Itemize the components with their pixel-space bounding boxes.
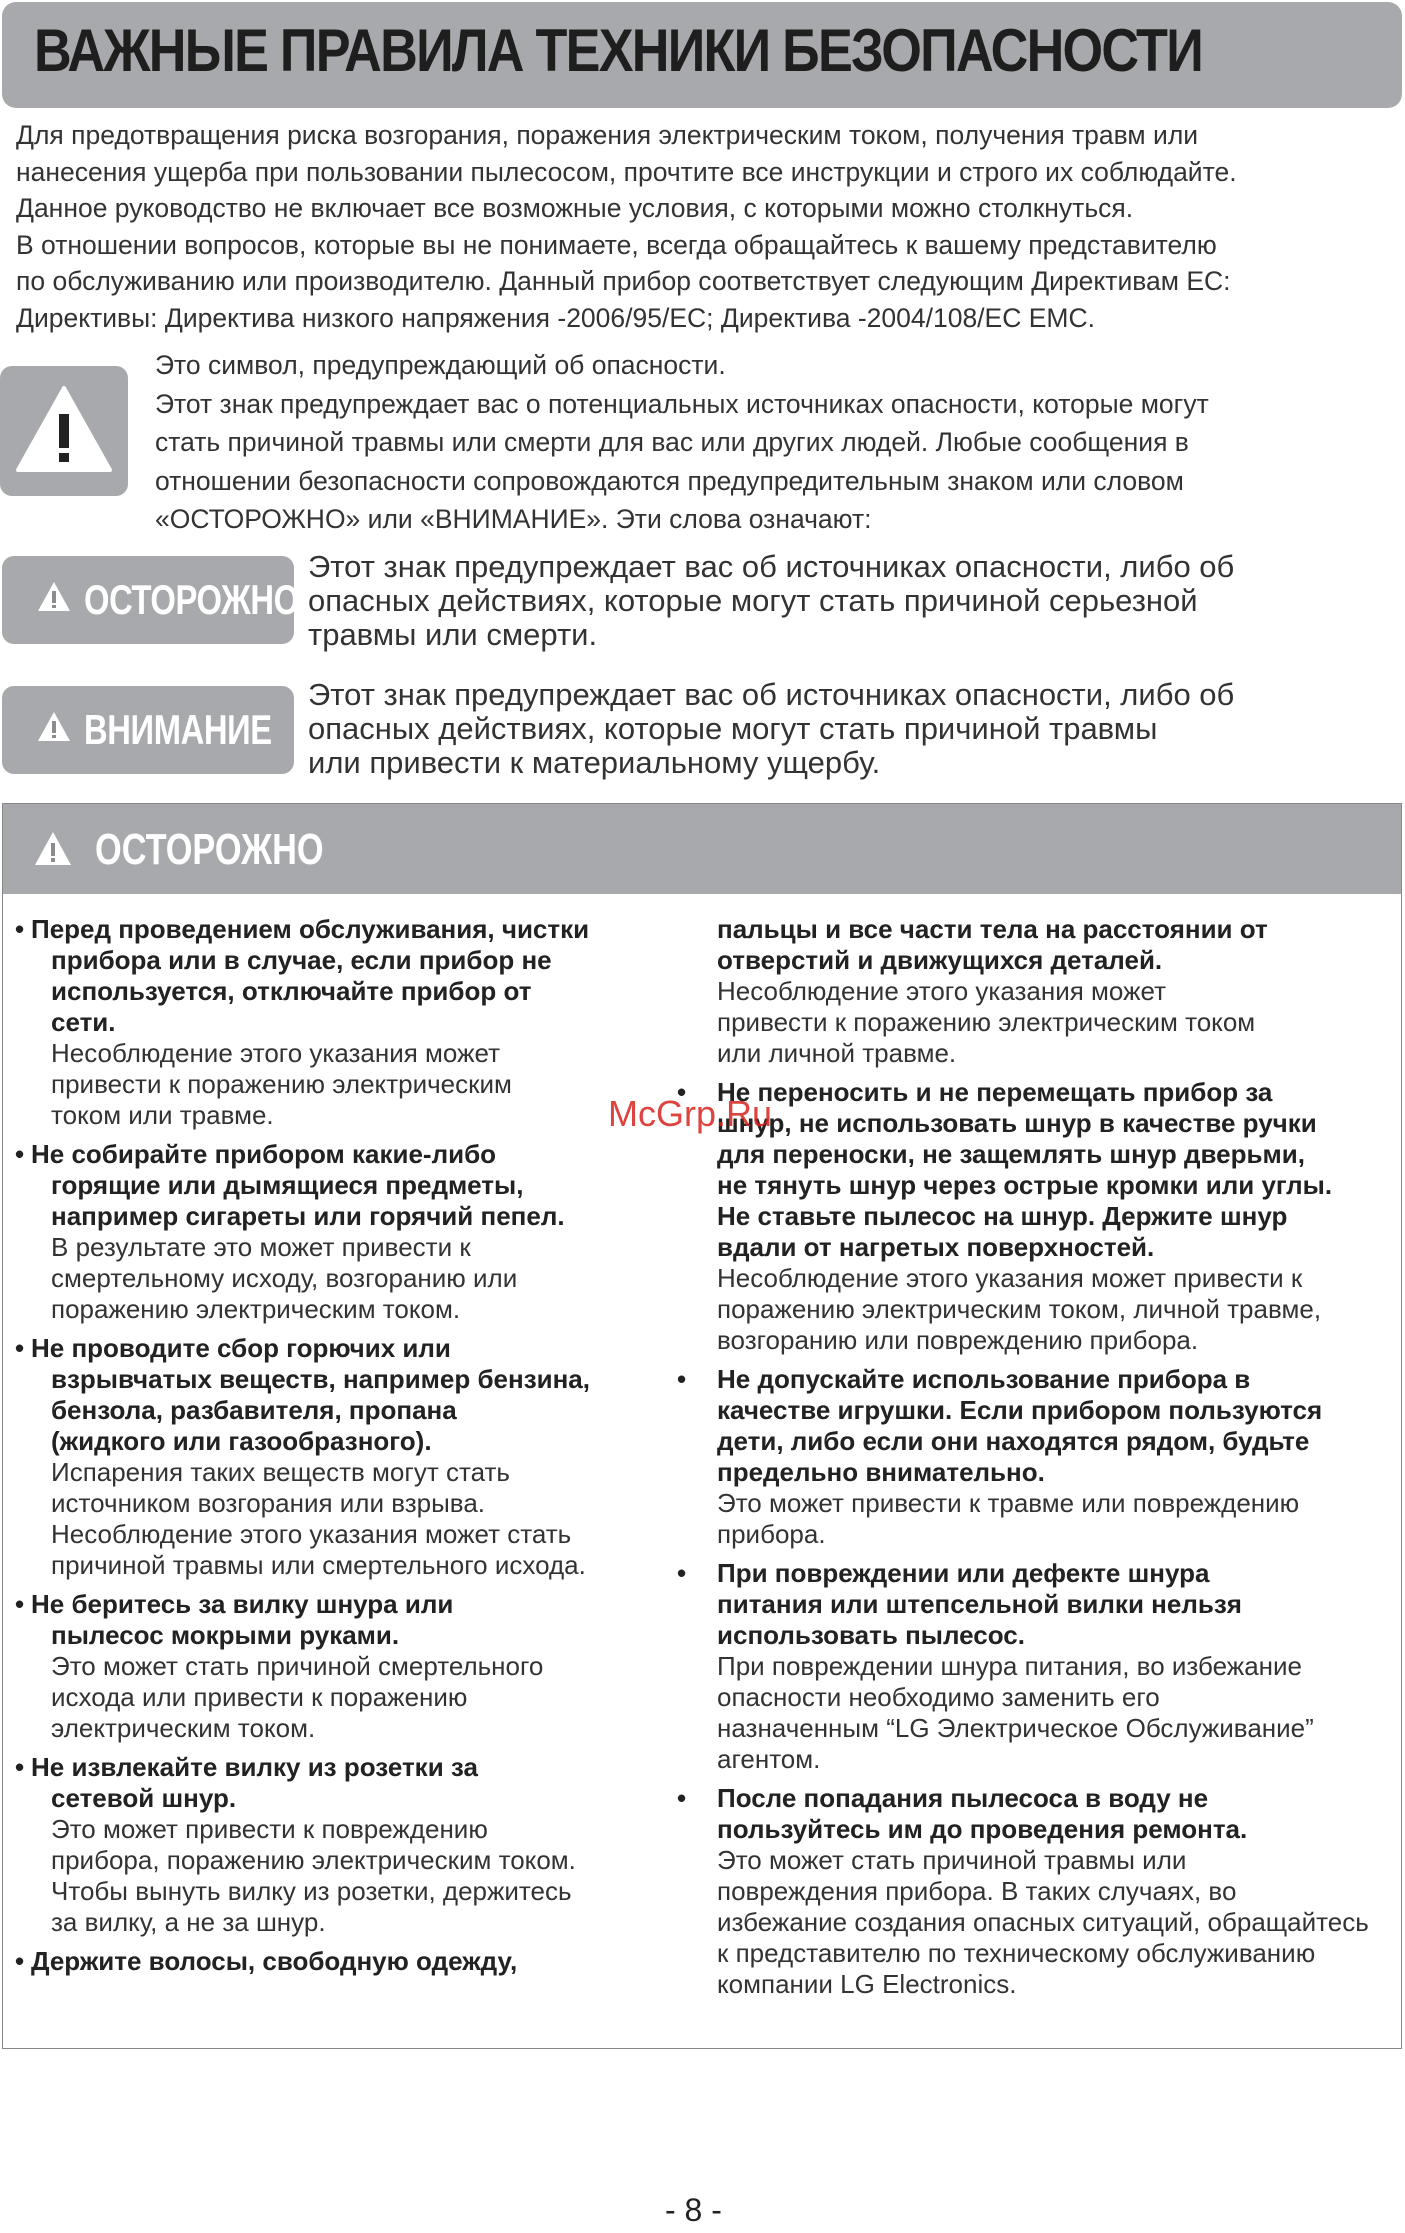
desc-line: или привести к материальному ущербу. [308,745,881,780]
list-item [31,1946,651,1977]
list-item [31,1139,651,1325]
heading-line: • Не собирайте прибором какие-либо [31,1139,651,1170]
heading-line: • Держите волосы, свободную одежду, [31,1946,651,1977]
heading-line: используется, отключайте прибор от [51,976,532,1006]
body-line: агентом. [717,1744,821,1774]
item-heading [693,1364,1393,1488]
heading-line: горящие или дымящиеся предметы, [51,1170,524,1200]
watermark: McGrp.Ru [608,1093,773,1134]
attention-label: ВНИМАНИЕ [84,706,272,753]
body-line: электрическим током. [51,1713,316,1743]
intro-line: Данное руководство не включает все возможные условия, с которыми можно столкнуться. [16,193,1134,223]
list-item [693,1364,1393,1550]
item-heading [31,1139,651,1232]
intro-line: Директивы: Директива низкого напряжения -2006/95/ЕС; Директива -2004/108/ЕС ЕМС. [16,302,1095,333]
body-line: Несоблюдение этого указания может [717,976,1166,1006]
symbol-line: отношении безопасности сопровождаются предупредительным знаком или словом [155,465,1184,496]
body-line: Несоблюдение этого указания может стать [51,1519,572,1549]
body-line: поражению электрическим током. [51,1294,461,1324]
body-line: В результате это может привести к [51,1232,471,1262]
item-heading [693,914,1393,976]
heading-line: отверстий и движущихся деталей. [717,945,1163,975]
item-heading [31,1589,651,1651]
list-item [31,914,651,1131]
symbol-line: «ОСТОРОЖНО» или «ВНИМАНИЕ». Эти слова означают: [155,504,872,534]
heading-line: • Не допускайте использование прибора в [693,1364,1393,1395]
item-heading [31,1752,651,1814]
list-item [693,1783,1393,2000]
body-line: к представителю по техническому обслуживанию [717,1938,1316,1968]
symbol-description [155,346,1209,539]
heading-line: • Не извлекайте вилку из розетки за [31,1752,651,1783]
desc-line: Этот знак предупреждает вас об источниках опасности, либо об [308,549,1235,584]
list-item [693,1077,1393,1356]
body-line: Это может стать причиной смертельного [51,1651,544,1681]
body-line: повреждения прибора. В таких случаях, во [717,1876,1237,1906]
body-line: возгоранию или повреждению прибора. [717,1325,1199,1355]
heading-line: сетевой шнур. [51,1783,237,1813]
body-line: Несоблюдение этого указания может [51,1038,500,1068]
heading-line: Не ставьте пылесос на шнур. Держите шнур [717,1201,1288,1231]
heading-line: • При повреждении или дефекте шнура [693,1558,1393,1589]
body-line: Это может стать причиной травмы или [717,1845,1187,1875]
heading-line: для переноски, не защемлять шнур дверьми, [717,1139,1305,1169]
heading-line: питания или штепсельной вилки нельзя [717,1589,1242,1619]
heading-line: (жидкого или газообразного). [51,1426,432,1456]
body-line: компании LG Electronics. [717,1969,1017,1999]
caution-description [308,550,1234,652]
item-heading [31,1333,651,1457]
heading-line: пальцы и все части тела на расстоянии от [717,914,1268,944]
item-heading [693,1558,1393,1651]
warning-triangle-icon [33,830,73,868]
desc-line: опасных действиях, которые могут стать причиной травмы [308,711,1158,746]
heading-line: вдали от нагретых поверхностей. [717,1232,1155,1262]
section-header [3,804,1401,894]
item-heading [31,1946,651,1977]
list-item [693,1558,1393,1775]
intro-line: по обслуживанию или производителю. Данный прибор соответствует следующим Директивам ЕС: [16,266,1231,296]
intro-line: нанесения ущерба при пользовании пылесосом, прочтите все инструкции и строго их соблюдайте. [16,156,1237,187]
heading-line: бензола, разбавителя, пропана [51,1395,457,1425]
heading-line: не тянуть шнур через острые кромки или углы. [717,1170,1333,1200]
heading-line: дети, либо если они находятся рядом, будьте [717,1426,1310,1456]
section-header-label: ОСТОРОЖНО [95,825,324,874]
body-line: опасности необходимо заменить его [717,1682,1160,1712]
body-line: за вилку, а не за шнур. [51,1907,326,1937]
heading-line: прибора или в случае, если прибор не [51,945,552,975]
heading-line: • Перед проведением обслуживания, чистки [31,914,651,945]
body-line: Несоблюдение этого указания может привести к [717,1263,1303,1293]
warning-triangle-icon [14,384,114,476]
heading-line: сети. [51,1007,116,1037]
body-line: прибора. [717,1519,826,1549]
caution-badge [2,556,299,644]
list-item [693,914,1393,1069]
body-line: прибора, поражению электрическим током. [51,1845,576,1875]
heading-line: шнур, не использовать шнур в качестве ручки [717,1108,1317,1138]
heading-line: взрывчатых веществ, например бензина, [51,1364,590,1394]
symbol-line: Этот знак предупреждает вас о потенциальных источниках опасности, которые могут [155,388,1209,419]
body-line: поражению электрическим током, личной травме, [717,1294,1322,1324]
heading-line: например сигареты или горячий пепел. [51,1201,565,1231]
heading-line: предельно внимательно. [717,1457,1045,1487]
body-line: Испарения таких веществ могут стать [51,1457,510,1487]
body-line: При повреждении шнура питания, во избежание [717,1651,1302,1681]
body-line: током или травме. [51,1100,274,1130]
heading-line: • Не переносить и не перемещать прибор за [693,1077,1393,1108]
heading-line: пылесос мокрыми руками. [51,1620,400,1650]
heading-line: использовать пылесос. [717,1620,1025,1650]
body-line: привести к поражению электрическим [51,1069,512,1099]
list-item [31,1752,651,1938]
hazard-symbol [0,366,128,496]
body-line: привести к поражению электрическим током [717,1007,1256,1037]
body-line: или личной травме. [717,1038,957,1068]
symbol-line: стать причиной травмы или смерти для вас или других людей. Любые сообщения в [155,427,1189,457]
caution-label: ОСТОРОЖНО [84,576,299,623]
body-line: причиной травмы или смертельного исхода. [51,1550,586,1580]
body-line: исхода или привести к поражению [51,1682,468,1712]
item-heading [693,1783,1393,1845]
body-line: Это может привести к повреждению [51,1814,488,1844]
attention-badge [2,686,294,774]
item-heading [31,914,651,1038]
page-number: - 8 - [665,2192,722,2228]
item-heading [693,1077,1393,1263]
intro-line: В отношении вопросов, которые вы не понимаете, всегда обращайтесь к вашему представителю [16,229,1217,260]
desc-line: Этот знак предупреждает вас об источниках опасности, либо об [308,677,1235,712]
body-line: смертельному исходу, возгоранию или [51,1263,518,1293]
warning-triangle-icon [36,580,72,614]
body-line: источником возгорания или взрыва. [51,1488,486,1518]
heading-line: пользуйтесь им до проведения ремонта. [717,1814,1248,1844]
list-item [31,1589,651,1744]
intro-text [16,117,1405,336]
heading-line: • После попадания пылесоса в воду не [693,1783,1393,1814]
body-line: избежание создания опасных ситуаций, обращайтесь [717,1907,1369,1937]
list-item [31,1333,651,1581]
heading-line: качестве игрушки. Если прибором пользуются [717,1395,1323,1425]
heading-line: • Не проводите сбор горючих или [31,1333,651,1364]
left-column [31,914,651,1985]
body-line: Чтобы вынуть вилку из розетки, держитесь [51,1876,572,1906]
desc-line: опасных действиях, которые могут стать причиной серьезной [308,583,1198,618]
right-column [693,914,1393,2008]
body-line: Это может привести к травме или повреждению [717,1488,1300,1518]
intro-line: Для предотвращения риска возгорания, поражения электрическим током, получения травм или [16,120,1199,150]
heading-line: • Не беритесь за вилку шнура или [31,1589,651,1620]
title-bar [2,2,1402,108]
warning-triangle-icon [36,710,72,744]
desc-line: травмы или смерти. [308,617,598,652]
caution-section [2,803,1402,2049]
body-line: назначенным “LG Электрическое Обслуживание” [717,1713,1314,1743]
page-title: ВАЖНЫЕ ПРАВИЛА ТЕХНИКИ БЕЗОПАСНОСТИ [34,17,1202,84]
symbol-line: Это символ, предупреждающий об опасности. [155,350,726,380]
attention-description [308,678,1234,780]
